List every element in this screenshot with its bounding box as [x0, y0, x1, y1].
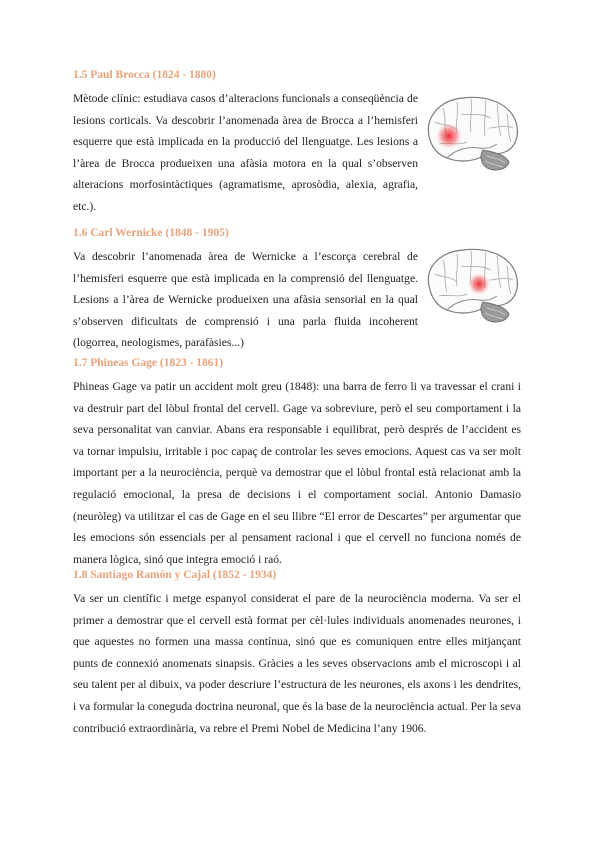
section-paragraph: Va descobrir l’anomenada àrea de Wernicke a l’escorça cerebral de l’hemisferi esquerre que està implicada en la comprensió del llenguatge. Lesions a l’àrea de Wernicke produeixen una afàsia sensorial en la qual s’observen dificultats de comprensió i una parla fluida incoherent (logorrea, neologismes, parafàsies...) — [73, 250, 418, 350]
section-paragraph: Mètode clínic: estudiava casos d’alteracions funcionals a conseqüència de lesions corticals. Va descobrir l’anomenada àrea de Brocca a l’hemisferi esquerre que està implicada en la producció del llenguatge. Les lesions a l’àrea de Brocca produeixen una afàsia motora en la qual s’observen alteracions morfosintàctiques (agramatisme, aprosòdia, alexia, agrafia, etc.). — [73, 92, 418, 213]
document-page — [73, 68, 521, 739]
section-paragraph: Va ser un científic i metge espanyol considerat el pare de la neurociència moderna. Va ser el primer a demostrar que el cervell està format per cèl·lules individuals anomenades neurones, i que aquestes no formen una massa contínua, sinó que es comuniquen entre elles mitjançant punts de connexió anomenats sinapsis. Gràcies a les seves observacions amb el microscopi i al seu talent per al dibuix, va poder descriure l’estructura de les neurones, els axons i les dendrites, i va formular la coneguda doctrina neuronal, que és la base de la neurociència actual. Per la seva contribució extraordinària, va rebre el Premi Nobel de Medicina l’any 1906. — [73, 592, 521, 735]
section-brocca — [73, 68, 521, 226]
section-heading: 1.7 Phineas Gage (1823 - 1861) — [73, 357, 224, 369]
section-gage — [73, 356, 521, 568]
brain-broca-area-icon — [421, 92, 521, 174]
section-cajal — [73, 568, 521, 739]
brain-wernicke-area-icon — [421, 244, 521, 326]
section-heading: 1.6 Carl Wernicke (1848 - 1905) — [73, 227, 229, 239]
section-heading: 1.8 Santiago Ramón y Cajal (1852 - 1934) — [73, 569, 277, 581]
section-wernicke — [73, 226, 521, 356]
section-paragraph: Phineas Gage va patir un accident molt greu (1848): una barra de ferro li va travessar el crani i va destruir part del lòbul frontal del cervell. Gage va sobreviure, però el seu comportament i la seva personalitat van canviar. Abans era responsable i equilibrat, però després de l’accident es va tornar impulsiu, irritable i poc capaç de controlar les seves emocions. Aquest cas va ser molt important per a la neurociència, perquè va demostrar que el lòbul frontal està relacionat amb la regulació emocional, la presa de decisions i el comportament social. Antonio Damasio (neuròleg) va utilitzar el cas de Gage en el seu llibre “El error de Descartes” per argumentar que les emocions són essencials per al pensament racional i que el cervell no funciona només de manera lògica, sinó que integra emoció i raó. — [73, 380, 521, 566]
section-heading: 1.5 Paul Brocca (1824 - 1880) — [73, 69, 216, 81]
